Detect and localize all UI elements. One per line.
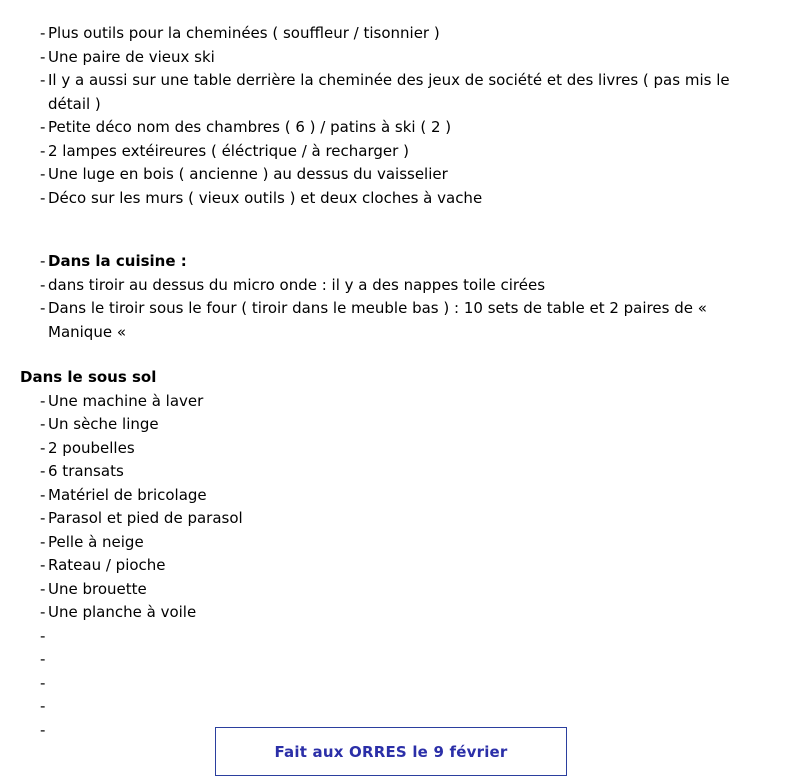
dash-marker: - (40, 252, 46, 270)
list-item (20, 507, 760, 531)
list-item-text: Une planche à voile (48, 603, 197, 621)
basement-section (20, 366, 760, 742)
dash-marker: - (40, 118, 46, 136)
signature-text: Fait aux ORRES le 9 février (274, 742, 508, 761)
list-item-text: Rateau / pioche (48, 556, 166, 574)
list-item (20, 531, 760, 555)
list-item-text: dans tiroir au dessus du micro onde : il y a des nappes toile cirées (48, 275, 546, 294)
list-item-text: Une luge en bois ( ancienne ) au dessus du vaisselier (48, 165, 448, 183)
list-item (20, 116, 760, 140)
list-item-text: Une paire de vieux ski (48, 47, 215, 66)
list-item (20, 140, 760, 164)
list-item-text: Parasol et pied de parasol (48, 509, 243, 527)
list-item-text: Une brouette (48, 579, 147, 598)
empty-list-item (20, 695, 760, 719)
list-item (20, 297, 760, 344)
dash-marker: - (40, 697, 46, 715)
dash-marker: - (40, 673, 46, 692)
spacer (20, 210, 760, 250)
dash-marker: - (40, 415, 46, 433)
dash-marker: - (40, 650, 46, 668)
kitchen-section (20, 250, 760, 344)
empty-list-item (20, 648, 760, 672)
dash-marker: - (40, 462, 46, 480)
dash-marker: - (40, 391, 46, 410)
list-item (20, 22, 760, 46)
list-item-text: Un sèche linge (48, 415, 159, 433)
dash-marker: - (40, 603, 46, 621)
list-item (20, 187, 760, 211)
list-item (20, 46, 760, 70)
basement-heading: Dans le sous sol (20, 368, 157, 386)
empty-list-item (20, 672, 760, 696)
spacer (20, 344, 760, 366)
list-item-text: Une machine à laver (48, 391, 204, 410)
list-item-text: 2 poubelles (48, 438, 135, 457)
dash-marker: - (40, 275, 46, 294)
list-item-text: Déco sur les murs ( vieux outils ) et deux cloches à vache (48, 188, 483, 207)
dash-marker: - (40, 188, 46, 207)
dash-marker: - (40, 509, 46, 527)
dash-marker: - (40, 47, 46, 66)
empty-list-item (20, 625, 760, 649)
list-item (20, 578, 760, 602)
list-item-text: 2 lampes extéireures ( éléctrique / à recharger ) (48, 141, 409, 160)
dash-marker: - (40, 24, 46, 42)
list-item (20, 601, 760, 625)
list-item (20, 413, 760, 437)
top-list (20, 22, 760, 210)
dash-marker: - (40, 532, 46, 551)
dash-marker: - (40, 626, 46, 645)
dash-marker: - (40, 485, 46, 504)
list-item-text: Dans le tiroir sous le four ( tiroir dans le meuble bas ) : 10 sets de table et 2 paires de « Manique « (48, 299, 707, 341)
list-item (20, 460, 760, 484)
list-item-text: Il y a aussi sur une table derrière la cheminée des jeux de société et des livres ( pas mis le détail ) (48, 71, 730, 113)
kitchen-heading: Dans la cuisine : (48, 252, 187, 270)
list-item (20, 390, 760, 414)
dash-marker: - (40, 438, 46, 457)
list-item-text: Pelle à neige (48, 532, 144, 551)
dash-marker: - (40, 299, 46, 317)
list-item-text: Petite déco nom des chambres ( 6 ) / patins à ski ( 2 ) (48, 118, 452, 136)
signature-box (215, 727, 567, 776)
list-item-text: 6 transats (48, 462, 124, 480)
list-item (20, 69, 760, 116)
dash-marker: - (40, 165, 46, 183)
dash-marker: - (40, 71, 46, 89)
list-item-text: Matériel de bricolage (48, 485, 207, 504)
dash-marker: - (40, 720, 46, 739)
list-item (20, 274, 760, 298)
list-item (20, 163, 760, 187)
dash-marker: - (40, 556, 46, 574)
list-item (20, 554, 760, 578)
dash-marker: - (40, 141, 46, 160)
dash-marker: - (40, 579, 46, 598)
list-item (20, 484, 760, 508)
list-item (20, 437, 760, 461)
list-item-text: Plus outils pour la cheminées ( souffleur / tisonnier ) (48, 24, 440, 42)
kitchen-heading-row (20, 250, 760, 274)
